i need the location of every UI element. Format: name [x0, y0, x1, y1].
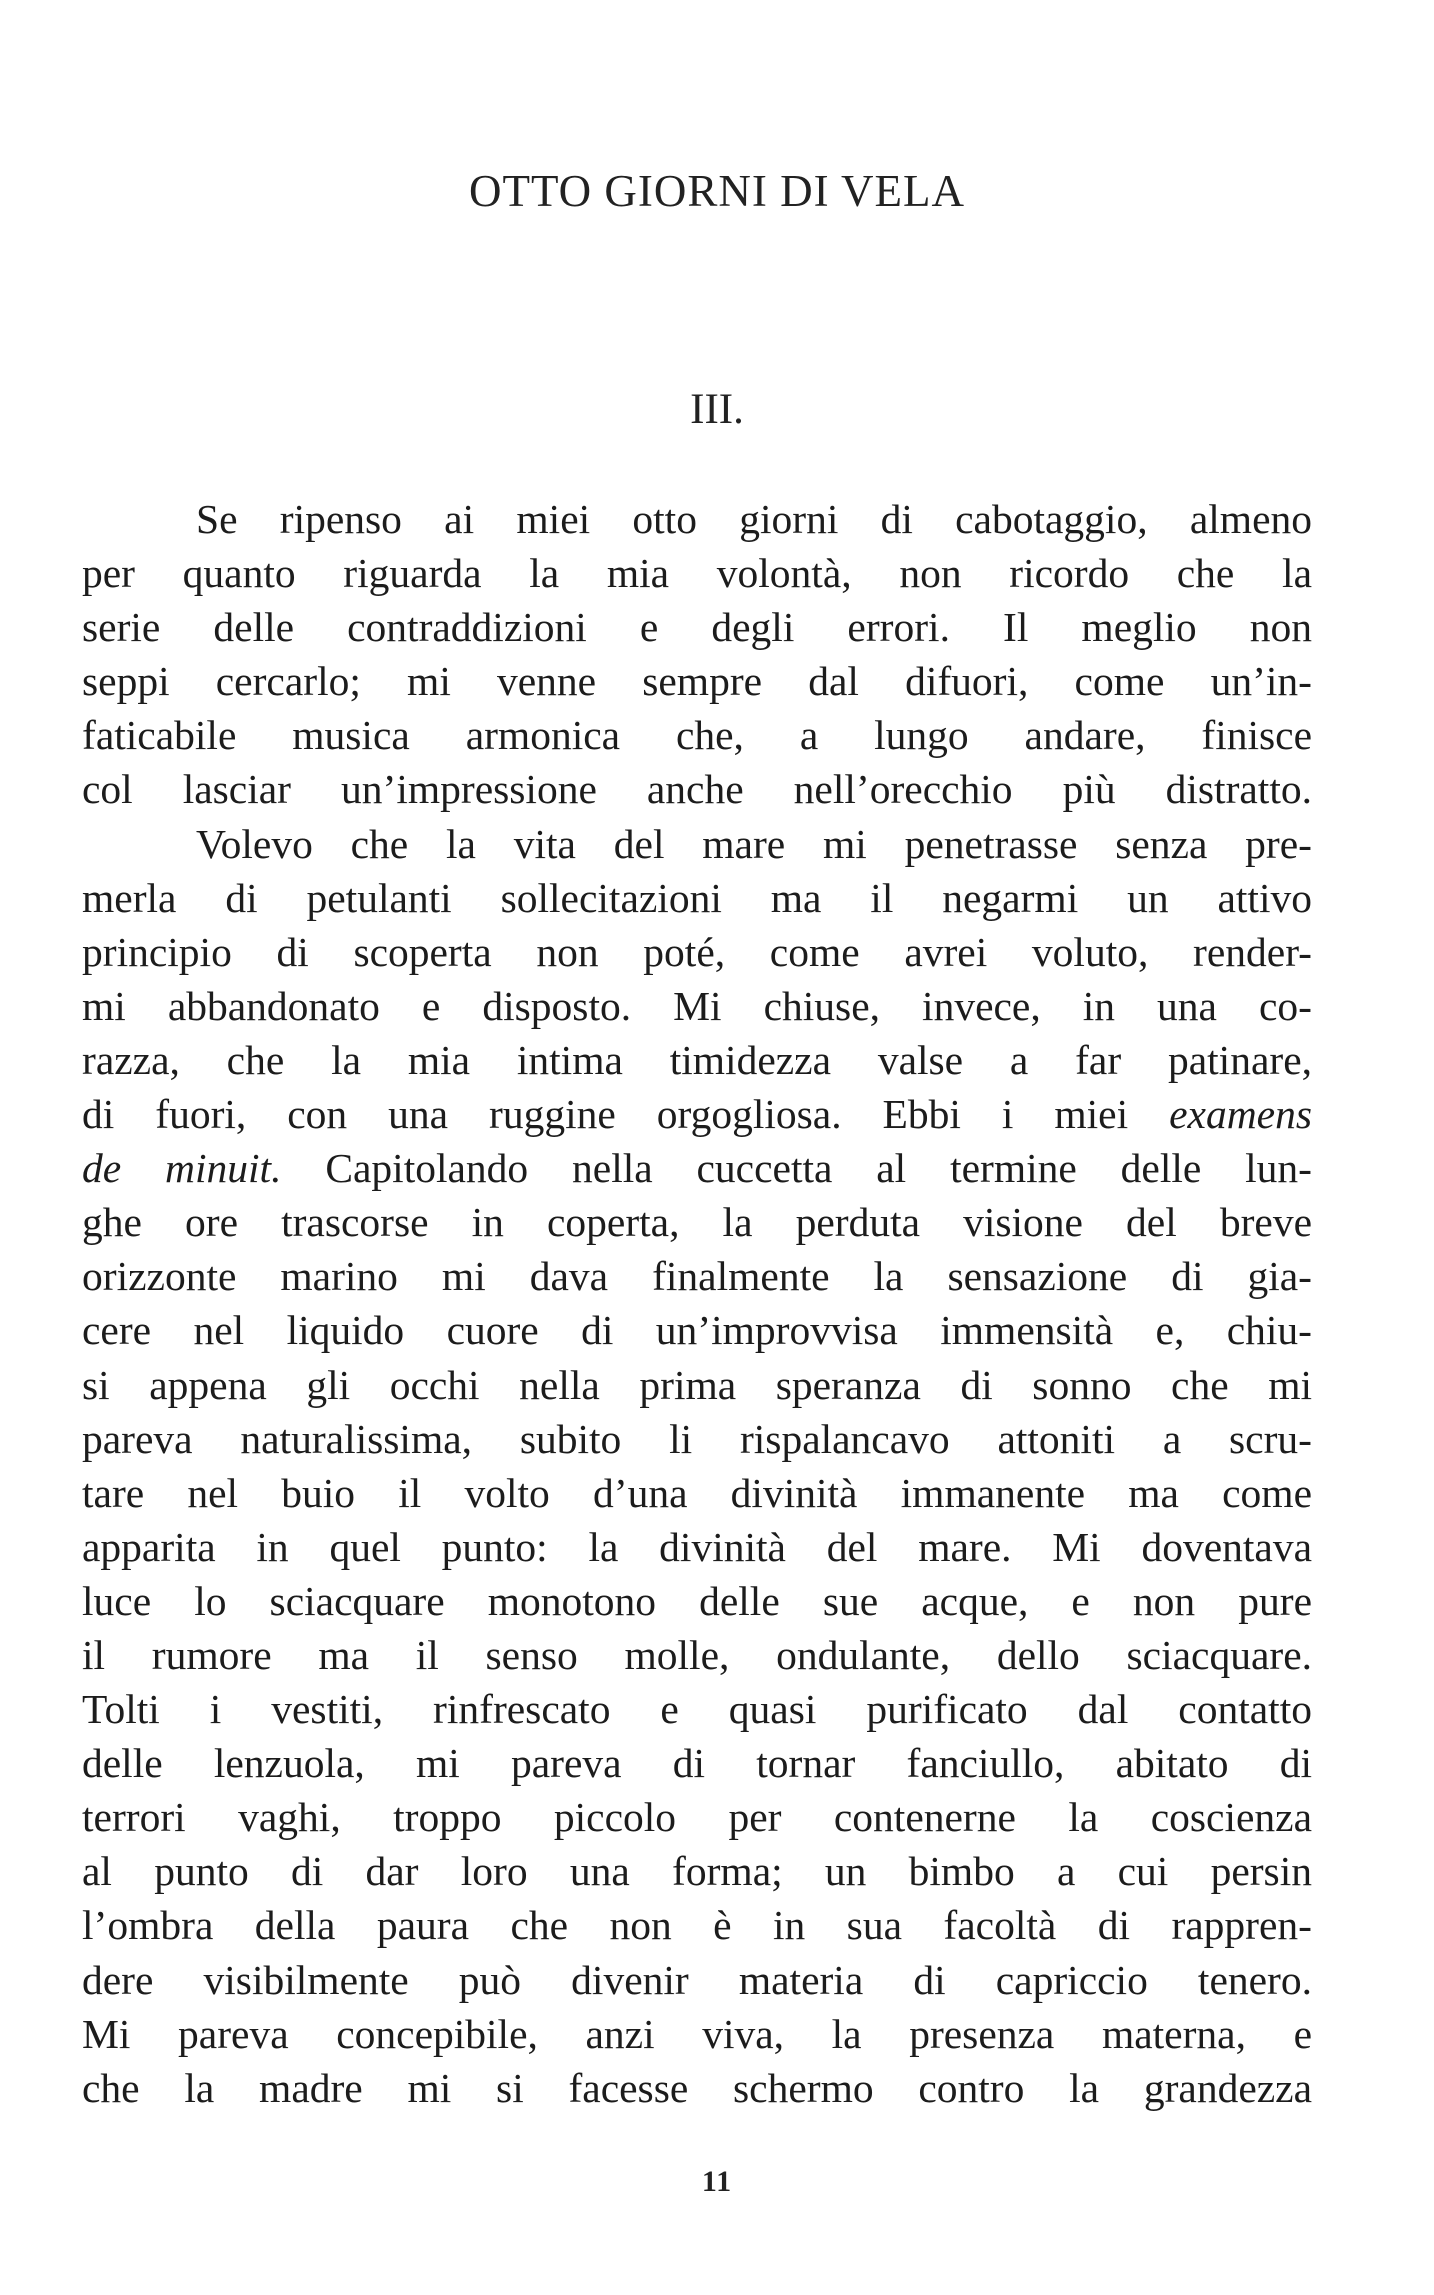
italic-phrase: de minuit.	[82, 1145, 282, 1192]
text-line: Volevo che la vita del mare mi penetrasse senza pre-	[196, 820, 1312, 867]
text-line: orizzonte marino mi dava finalmente la sensazione di gia-	[82, 1253, 1312, 1300]
body-text	[82, 492, 1312, 2115]
text-line: che la madre mi si facesse schermo contro la grandezza	[82, 2064, 1312, 2111]
text-line: merla di petulanti sollecitazioni ma il negarmi un attivo	[82, 874, 1312, 921]
text-line: seppi cercarlo; mi venne sempre dal difuori, come un’in-	[82, 658, 1312, 705]
text-line: terrori vaghi, troppo piccolo per contenerne la coscienza	[82, 1794, 1312, 1841]
text-fragment: di fuori, con una ruggine orgogliosa. Ebbi i miei	[82, 1091, 1129, 1138]
page-number: 11	[701, 2165, 733, 2198]
text-line: cere nel liquido cuore di un’improvvisa immensità e, chiu-	[82, 1307, 1312, 1354]
text-line-with-italic	[82, 1141, 1312, 1195]
text-line: il rumore ma il senso molle, ondulante, dello sciacquare.	[82, 1631, 1312, 1678]
italic-phrase: examens	[1169, 1091, 1312, 1138]
text-line: principio di scoperta non poté, come avrei voluto, render-	[82, 928, 1312, 975]
text-line: pareva naturalissima, subito li rispalancavo attoniti a scru-	[82, 1415, 1312, 1462]
text-line: per quanto riguarda la mia volontà, non ricordo che la	[82, 550, 1312, 597]
text-line: luce lo sciacquare monotono delle sue acque, e non pure	[82, 1577, 1312, 1624]
text-line: Se ripenso ai miei otto giorni di cabotaggio, almeno	[196, 496, 1312, 542]
text-line: l’ombra della paura che non è in sua facoltà di rappren-	[82, 1902, 1312, 1949]
text-line: razza, che la mia intima timidezza valse a far patinare,	[82, 1036, 1312, 1083]
text-line: Mi pareva concepibile, anzi viva, la presenza materna, e	[82, 2010, 1312, 2057]
text-fragment: Capitolando nella cuccetta al termine delle lun-	[325, 1145, 1313, 1192]
text-line: mi abbandonato e disposto. Mi chiuse, invece, in una co-	[82, 982, 1312, 1029]
text-line-with-italic	[82, 1087, 1312, 1141]
chapter-number: III.	[690, 386, 744, 433]
text-line: ghe ore trascorse in coperta, la perduta visione del breve	[82, 1199, 1312, 1246]
text-line: apparita in quel punto: la divinità del mare. Mi doventava	[82, 1523, 1312, 1570]
text-line: dere visibilmente può divenir materia di capriccio tenero.	[82, 1956, 1312, 2003]
text-line: faticabile musica armonica che, a lungo andare, finisce	[82, 712, 1312, 759]
text-line: si appena gli occhi nella prima speranza di sonno che mi	[82, 1361, 1312, 1408]
text-line: al punto di dar loro una forma; un bimbo a cui persin	[82, 1848, 1312, 1895]
text-line: delle lenzuola, mi pareva di tornar fanciullo, abitato di	[82, 1740, 1312, 1787]
text-line: col lasciar un’impressione anche nell’orecchio più distratto.	[82, 766, 1312, 813]
text-line: Tolti i vestiti, rinfrescato e quasi purificato dal contatto	[82, 1686, 1312, 1733]
text-line: serie delle contraddizioni e degli errori. Il meglio non	[82, 604, 1312, 651]
running-title: OTTO GIORNI DI VELA	[468, 166, 966, 216]
text-line: tare nel buio il volto d’una divinità immanente ma come	[82, 1469, 1312, 1516]
